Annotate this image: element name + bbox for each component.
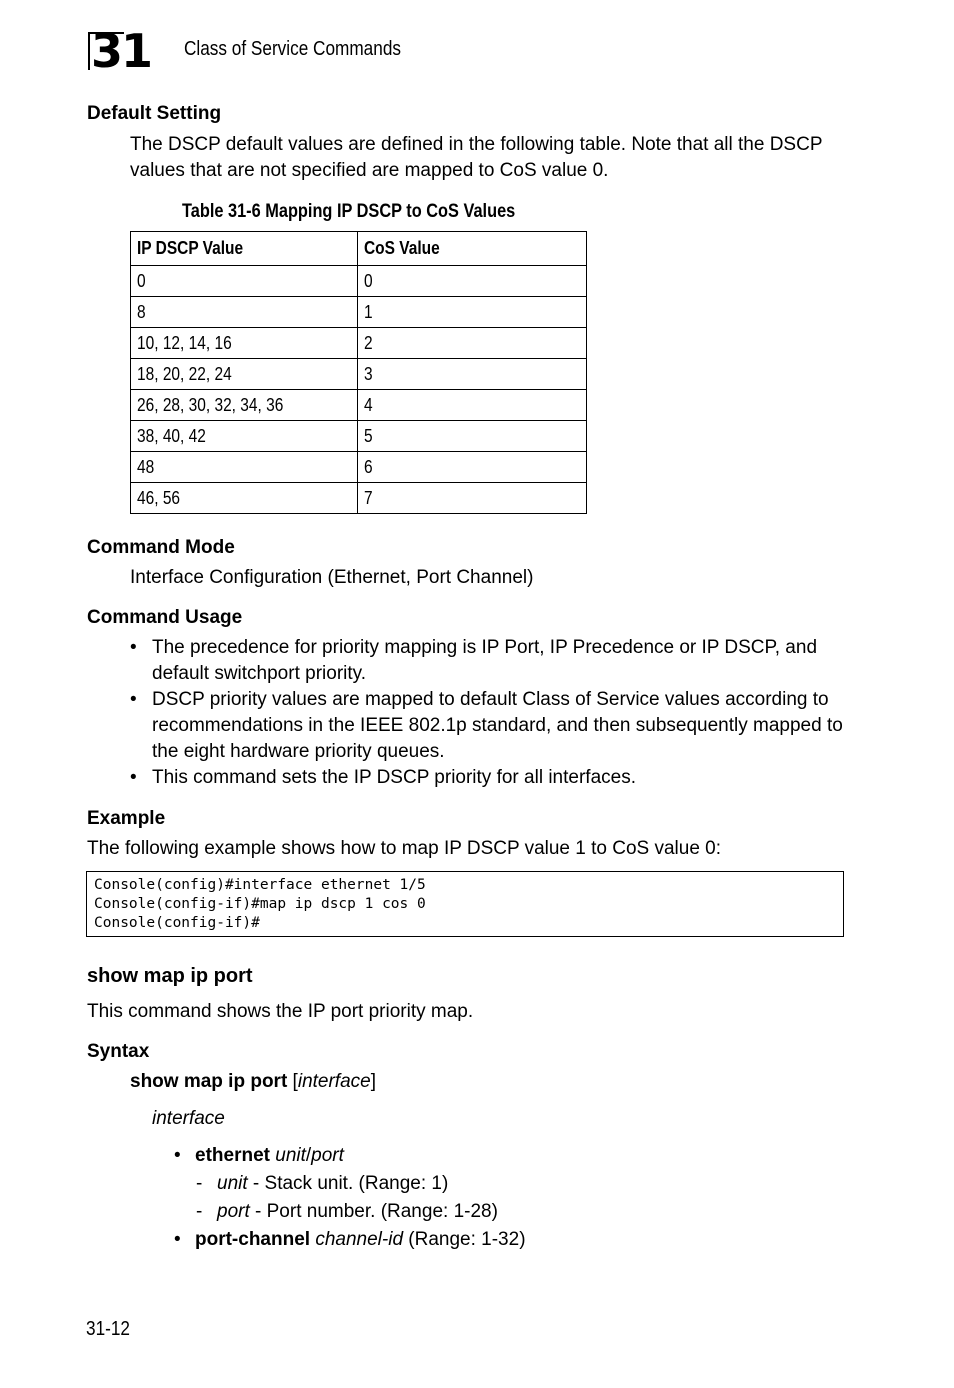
syntax-param: interface [297,1071,371,1092]
table-row [131,421,587,452]
table-cell: 8 [131,297,358,328]
table-row [131,483,587,514]
command-usage-heading: Command Usage [87,607,243,628]
table-cell: 6 [358,452,587,483]
table-cell: 0 [358,266,587,297]
table-cell: 46, 56 [131,483,358,514]
table-cell: 0 [131,266,358,297]
example-heading: Example [87,808,166,829]
option-ethernet: • ethernet unit/port [174,1145,344,1166]
chapter-title: Class of Service Commands [184,38,401,60]
command-mode-heading: Command Mode [87,537,235,558]
table-cell: 48 [131,452,358,483]
table-cell: 10, 12, 14, 16 [131,328,358,359]
code-line: Console(config-if)#map ip dscp 1 cos 0 [94,896,426,912]
chapter-number-text: 31 [91,24,152,78]
table-cell: 2 [358,328,587,359]
command-usage-list [130,635,845,791]
table-cell: 26, 28, 30, 32, 34, 36 [131,390,358,421]
table-cell: 4 [358,390,587,421]
param-label: interface [152,1108,225,1129]
table-cell: 3 [358,359,587,390]
list-item: • This command sets the IP DSCP priority for all interfaces. [130,767,636,788]
dscp-cos-table [130,231,587,514]
code-example [86,871,844,937]
syntax-open-bracket: [ [287,1071,298,1092]
code-line: Console(config)#interface ethernet 1/5 [94,877,426,893]
list-item: • The precedence for priority mapping is IP Port, IP Precedence or IP DSCP, and default switchport priority. [130,637,818,684]
syntax-line [130,1069,376,1095]
command-mode-text: Interface Configuration (Ethernet, Port Channel) [130,567,534,588]
page-number: 31-12 [86,1318,130,1340]
table-row [131,297,587,328]
table-caption: Table 31-6 Mapping IP DSCP to CoS Values [182,201,516,222]
table-row [131,452,587,483]
command-heading: show map ip port [87,965,253,987]
option-port-channel: • port-channel channel-id (Range: 1-32) [174,1229,526,1250]
command-description: This command shows the IP port priority map. [87,1001,474,1022]
table-row [131,359,587,390]
list-item: • DSCP priority values are mapped to default Class of Service values according to recommendations in the IEEE 802.1p standard, and then subsequently mapped to the eight hardware priority queues. [130,689,843,762]
table-header-cell: CoS Value [358,232,587,266]
syntax-close-bracket: ] [370,1071,376,1092]
option-unit: - unit - Stack unit. (Range: 1) [196,1173,449,1194]
default-setting-heading: Default Setting [87,103,222,124]
example-text: The following example shows how to map IP DSCP value 1 to CoS value 0: [87,838,722,859]
table-cell: 18, 20, 22, 24 [131,359,358,390]
syntax-command: show map ip port [130,1071,288,1092]
table-cell: 1 [358,297,587,328]
code-line: Console(config-if)# [94,915,260,931]
table-cell: 38, 40, 42 [131,421,358,452]
default-setting-text: The DSCP default values are defined in the following table. Note that all the DSCP values that are not specified are mapped to CoS value 0. [130,134,823,181]
syntax-heading: Syntax [87,1041,150,1062]
table-header-cell: IP DSCP Value [131,232,358,266]
table-cell: 5 [358,421,587,452]
table-cell: 7 [358,483,587,514]
chapter-number [88,24,164,78]
table-row [131,266,587,297]
table-row [131,390,587,421]
table-header-row [131,232,587,266]
table-row [131,328,587,359]
option-port: - port - Port number. (Range: 1-28) [196,1201,498,1222]
